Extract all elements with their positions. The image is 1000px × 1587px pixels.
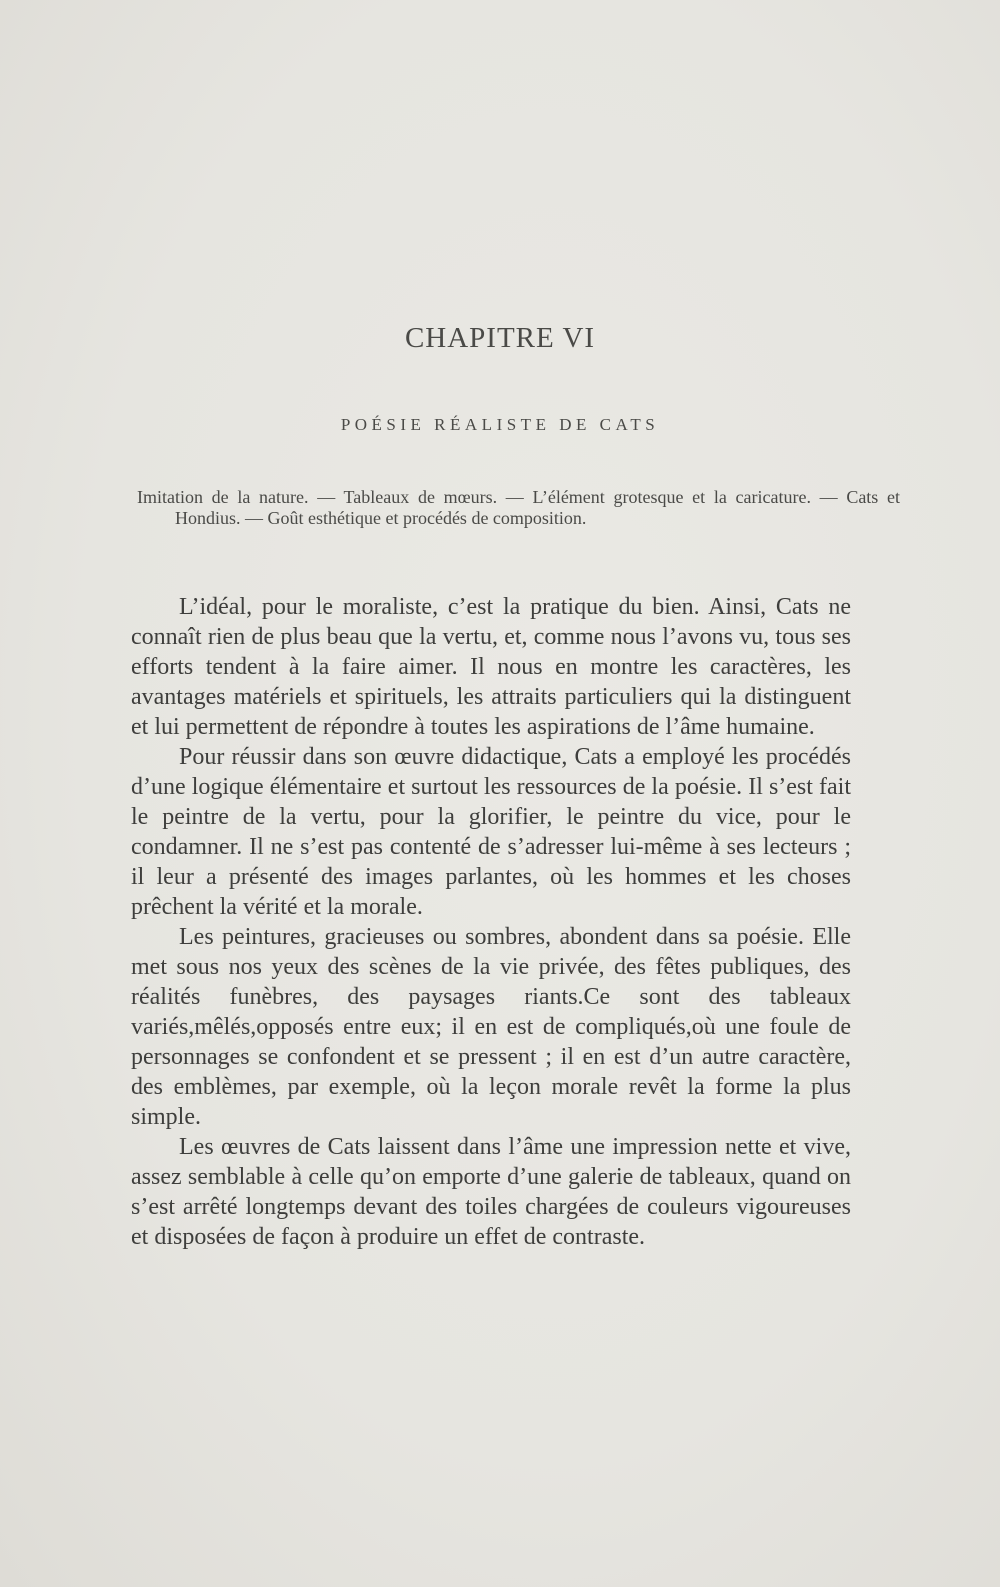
chapter-summary: Imitation de la nature. — Tableaux de mœurs. — L’élément grotesque et la caricature. — Cats et Hondius. — Goût esthétique et procédés de composition.: [137, 487, 900, 528]
paragraph: Les œuvres de Cats laissent dans l’âme une impression nette et vive, assez semblable à celle qu’on emporte d’une galerie de tableaux, quand on s’est arrêté longtemps devant des toiles chargées de couleurs vigoureuses et disposées de façon à produire un effet de contraste.: [131, 1134, 851, 1250]
section-title: POÉSIE RÉALISTE DE CATS: [340, 415, 660, 434]
chapter-title: CHAPITRE VI: [404, 322, 596, 354]
paragraph: Les peintures, gracieuses ou sombres, abondent dans sa poésie. Elle met sous nos yeux des scènes de la vie privée, des fêtes publiques, des réalités funèbres, des paysages riants.Ce sont des tableaux variés,mêlés,opposés entre eux; il en est de compliqués,où une foule de personnages se confondent et se pressent ; il en est d’un autre caractère, des emblèmes, par exemple, où la leçon morale revêt la forme la plus simple.: [131, 924, 851, 1130]
body-text: [131, 592, 851, 1252]
paragraph: L’idéal, pour le moraliste, c’est la pratique du bien. Ainsi, Cats ne connaît rien de plus beau que la vertu, et, comme nous l’avons vu, tous ses efforts tendent à la faire aimer. Il nous en montre les caractères, les avantages matériels et spirituels, les attraits particuliers qui la distinguent et lui permettent de répondre à toutes les aspirations de l’âme humaine.: [131, 594, 851, 740]
paragraph: Pour réussir dans son œuvre didactique, Cats a employé les procédés d’une logique élémentaire et surtout les ressources de la poésie. Il s’est fait le peintre de la vertu, pour la glorifier, le peintre du vice, pour le condamner. Il ne s’est pas contenté de s’adresser lui-même à ses lecteurs ; il leur a présenté des images parlantes, où les hommes et les choses prêchent la vérité et la morale.: [131, 744, 851, 920]
